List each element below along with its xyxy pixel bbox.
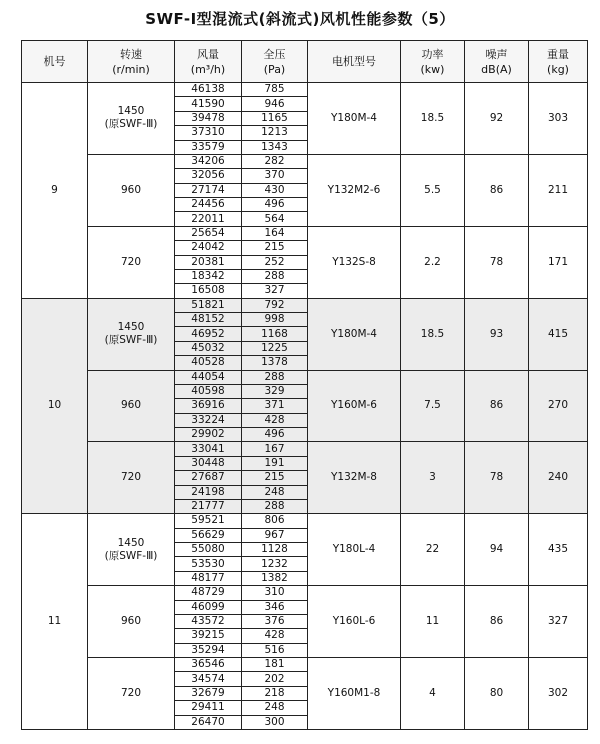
pressure-cell: 252 xyxy=(242,255,308,269)
pressure-cell: 346 xyxy=(242,600,308,614)
weight-cell: 270 xyxy=(529,370,588,442)
table-row xyxy=(22,658,588,672)
weight-cell: 327 xyxy=(529,586,588,658)
airflow-cell: 35294 xyxy=(175,643,242,657)
speed-value: 1450 xyxy=(117,536,145,549)
speed-cell xyxy=(88,83,175,155)
airflow-cell: 30448 xyxy=(175,456,242,470)
pressure-cell: 516 xyxy=(242,643,308,657)
power-cell: 5.5 xyxy=(401,154,465,226)
airflow-cell: 33041 xyxy=(175,442,242,456)
table-row xyxy=(22,298,588,312)
airflow-cell: 56629 xyxy=(175,528,242,542)
table-row xyxy=(22,586,588,600)
airflow-cell: 39478 xyxy=(175,111,242,125)
machine-no-cell: 9 xyxy=(22,83,88,299)
header-airflow: 风量 (m³/h) xyxy=(175,41,242,83)
motor-cell: Y180M-4 xyxy=(308,83,401,155)
noise-cell: 93 xyxy=(465,298,529,370)
airflow-cell: 41590 xyxy=(175,97,242,111)
header-speed: 转速 (r/min) xyxy=(88,41,175,83)
noise-cell: 92 xyxy=(465,83,529,155)
airflow-cell: 46099 xyxy=(175,600,242,614)
header-power: 功率 (kw) xyxy=(401,41,465,83)
pressure-cell: 496 xyxy=(242,198,308,212)
pressure-cell: 806 xyxy=(242,514,308,528)
pressure-cell: 376 xyxy=(242,614,308,628)
speed-value: 960 xyxy=(120,615,142,628)
page-title: SWF-Ⅰ型混流式(斜流式)风机性能参数（5） xyxy=(145,10,455,28)
airflow-cell: 48152 xyxy=(175,313,242,327)
header-weight: 重量 (kg) xyxy=(529,41,588,83)
pressure-cell: 370 xyxy=(242,169,308,183)
pressure-cell: 329 xyxy=(242,384,308,398)
motor-cell: Y160M1-8 xyxy=(308,658,401,730)
airflow-cell: 34206 xyxy=(175,154,242,168)
airflow-cell: 33224 xyxy=(175,413,242,427)
noise-cell: 78 xyxy=(465,226,529,298)
pressure-cell: 282 xyxy=(242,154,308,168)
airflow-cell: 18342 xyxy=(175,269,242,283)
pressure-cell: 248 xyxy=(242,701,308,715)
pressure-cell: 1232 xyxy=(242,557,308,571)
pressure-cell: 998 xyxy=(242,313,308,327)
speed-note: (原SWF-Ⅲ) xyxy=(104,334,158,347)
motor-cell: Y180M-4 xyxy=(308,298,401,370)
airflow-cell: 32679 xyxy=(175,686,242,700)
pressure-cell: 946 xyxy=(242,97,308,111)
noise-cell: 80 xyxy=(465,658,529,730)
airflow-cell: 32056 xyxy=(175,169,242,183)
power-cell: 11 xyxy=(401,586,465,658)
pressure-cell: 288 xyxy=(242,370,308,384)
airflow-cell: 44054 xyxy=(175,370,242,384)
airflow-cell: 40528 xyxy=(175,356,242,370)
noise-cell: 86 xyxy=(465,154,529,226)
pressure-cell: 310 xyxy=(242,586,308,600)
table-row xyxy=(22,154,588,168)
airflow-cell: 22011 xyxy=(175,212,242,226)
weight-cell: 240 xyxy=(529,442,588,514)
power-cell: 3 xyxy=(401,442,465,514)
pressure-cell: 327 xyxy=(242,284,308,298)
airflow-cell: 29902 xyxy=(175,428,242,442)
power-cell: 18.5 xyxy=(401,83,465,155)
airflow-cell: 43572 xyxy=(175,614,242,628)
header-motor: 电机型号 xyxy=(308,41,401,83)
weight-cell: 415 xyxy=(529,298,588,370)
pressure-cell: 371 xyxy=(242,399,308,413)
pressure-cell: 1213 xyxy=(242,126,308,140)
motor-cell: Y132M2-6 xyxy=(308,154,401,226)
speed-note: (原SWF-Ⅲ) xyxy=(104,549,158,562)
pressure-cell: 248 xyxy=(242,485,308,499)
airflow-cell: 29411 xyxy=(175,701,242,715)
weight-cell: 435 xyxy=(529,514,588,586)
pressure-cell: 1343 xyxy=(242,140,308,154)
speed-cell xyxy=(88,298,175,370)
power-cell: 4 xyxy=(401,658,465,730)
machine-no-cell: 11 xyxy=(22,514,88,730)
airflow-cell: 20381 xyxy=(175,255,242,269)
pressure-cell: 428 xyxy=(242,413,308,427)
motor-cell: Y160M-6 xyxy=(308,370,401,442)
header-row xyxy=(22,41,588,83)
noise-cell: 78 xyxy=(465,442,529,514)
pressure-cell: 1225 xyxy=(242,341,308,355)
pressure-cell: 564 xyxy=(242,212,308,226)
power-cell: 22 xyxy=(401,514,465,586)
power-cell: 18.5 xyxy=(401,298,465,370)
speed-cell xyxy=(88,442,175,514)
pressure-cell: 1168 xyxy=(242,327,308,341)
pressure-cell: 218 xyxy=(242,686,308,700)
airflow-cell: 24456 xyxy=(175,198,242,212)
pressure-cell: 191 xyxy=(242,456,308,470)
airflow-cell: 27687 xyxy=(175,471,242,485)
speed-cell xyxy=(88,154,175,226)
weight-cell: 303 xyxy=(529,83,588,155)
pressure-cell: 1382 xyxy=(242,571,308,585)
airflow-cell: 24198 xyxy=(175,485,242,499)
airflow-cell: 37310 xyxy=(175,126,242,140)
airflow-cell: 48177 xyxy=(175,571,242,585)
table-row xyxy=(22,514,588,528)
airflow-cell: 26470 xyxy=(175,715,242,730)
airflow-cell: 59521 xyxy=(175,514,242,528)
motor-cell: Y132M-8 xyxy=(308,442,401,514)
speed-value: 960 xyxy=(120,183,142,196)
airflow-cell: 55080 xyxy=(175,543,242,557)
pressure-cell: 288 xyxy=(242,499,308,513)
motor-cell: Y132S-8 xyxy=(308,226,401,298)
airflow-cell: 33579 xyxy=(175,140,242,154)
noise-cell: 86 xyxy=(465,370,529,442)
airflow-cell: 51821 xyxy=(175,298,242,312)
airflow-cell: 46952 xyxy=(175,327,242,341)
pressure-cell: 300 xyxy=(242,715,308,730)
speed-value: 1450 xyxy=(117,321,145,334)
pressure-cell: 164 xyxy=(242,226,308,240)
machine-no-cell: 10 xyxy=(22,298,88,514)
airflow-cell: 16508 xyxy=(175,284,242,298)
weight-cell: 211 xyxy=(529,154,588,226)
pressure-cell: 1128 xyxy=(242,543,308,557)
speed-cell xyxy=(88,370,175,442)
airflow-cell: 25654 xyxy=(175,226,242,240)
pressure-cell: 167 xyxy=(242,442,308,456)
airflow-cell: 46138 xyxy=(175,83,242,97)
header-pressure: 全压 (Pa) xyxy=(242,41,308,83)
pressure-cell: 792 xyxy=(242,298,308,312)
table-row xyxy=(22,442,588,456)
performance-table xyxy=(21,40,588,730)
weight-cell: 171 xyxy=(529,226,588,298)
speed-note: (原SWF-Ⅲ) xyxy=(104,118,158,131)
airflow-cell: 36916 xyxy=(175,399,242,413)
airflow-cell: 24042 xyxy=(175,241,242,255)
pressure-cell: 215 xyxy=(242,471,308,485)
power-cell: 7.5 xyxy=(401,370,465,442)
pressure-cell: 785 xyxy=(242,83,308,97)
speed-cell xyxy=(88,586,175,658)
airflow-cell: 21777 xyxy=(175,499,242,513)
noise-cell: 94 xyxy=(465,514,529,586)
motor-cell: Y160L-6 xyxy=(308,586,401,658)
speed-cell xyxy=(88,514,175,586)
airflow-cell: 45032 xyxy=(175,341,242,355)
weight-cell: 302 xyxy=(529,658,588,730)
pressure-cell: 967 xyxy=(242,528,308,542)
speed-value: 960 xyxy=(120,399,142,412)
table-row xyxy=(22,83,588,97)
power-cell: 2.2 xyxy=(401,226,465,298)
table-row xyxy=(22,226,588,240)
airflow-cell: 27174 xyxy=(175,183,242,197)
pressure-cell: 496 xyxy=(242,428,308,442)
airflow-cell: 34574 xyxy=(175,672,242,686)
header-machine-no: 机号 xyxy=(22,41,88,83)
pressure-cell: 215 xyxy=(242,241,308,255)
speed-value: 720 xyxy=(120,471,142,484)
airflow-cell: 40598 xyxy=(175,384,242,398)
pressure-cell: 181 xyxy=(242,658,308,672)
speed-cell xyxy=(88,226,175,298)
airflow-cell: 53530 xyxy=(175,557,242,571)
speed-value: 720 xyxy=(120,687,142,699)
header-noise: 噪声 dB(A) xyxy=(465,41,529,83)
speed-cell xyxy=(88,658,175,730)
pressure-cell: 1378 xyxy=(242,356,308,370)
pressure-cell: 430 xyxy=(242,183,308,197)
airflow-cell: 36546 xyxy=(175,658,242,672)
pressure-cell: 428 xyxy=(242,629,308,643)
motor-cell: Y180L-4 xyxy=(308,514,401,586)
speed-value: 1450 xyxy=(117,105,145,118)
airflow-cell: 48729 xyxy=(175,586,242,600)
pressure-cell: 1165 xyxy=(242,111,308,125)
pressure-cell: 202 xyxy=(242,672,308,686)
speed-value: 720 xyxy=(120,255,142,268)
table-body xyxy=(22,83,588,730)
noise-cell: 86 xyxy=(465,586,529,658)
table-row xyxy=(22,370,588,384)
pressure-cell: 288 xyxy=(242,269,308,283)
airflow-cell: 39215 xyxy=(175,629,242,643)
